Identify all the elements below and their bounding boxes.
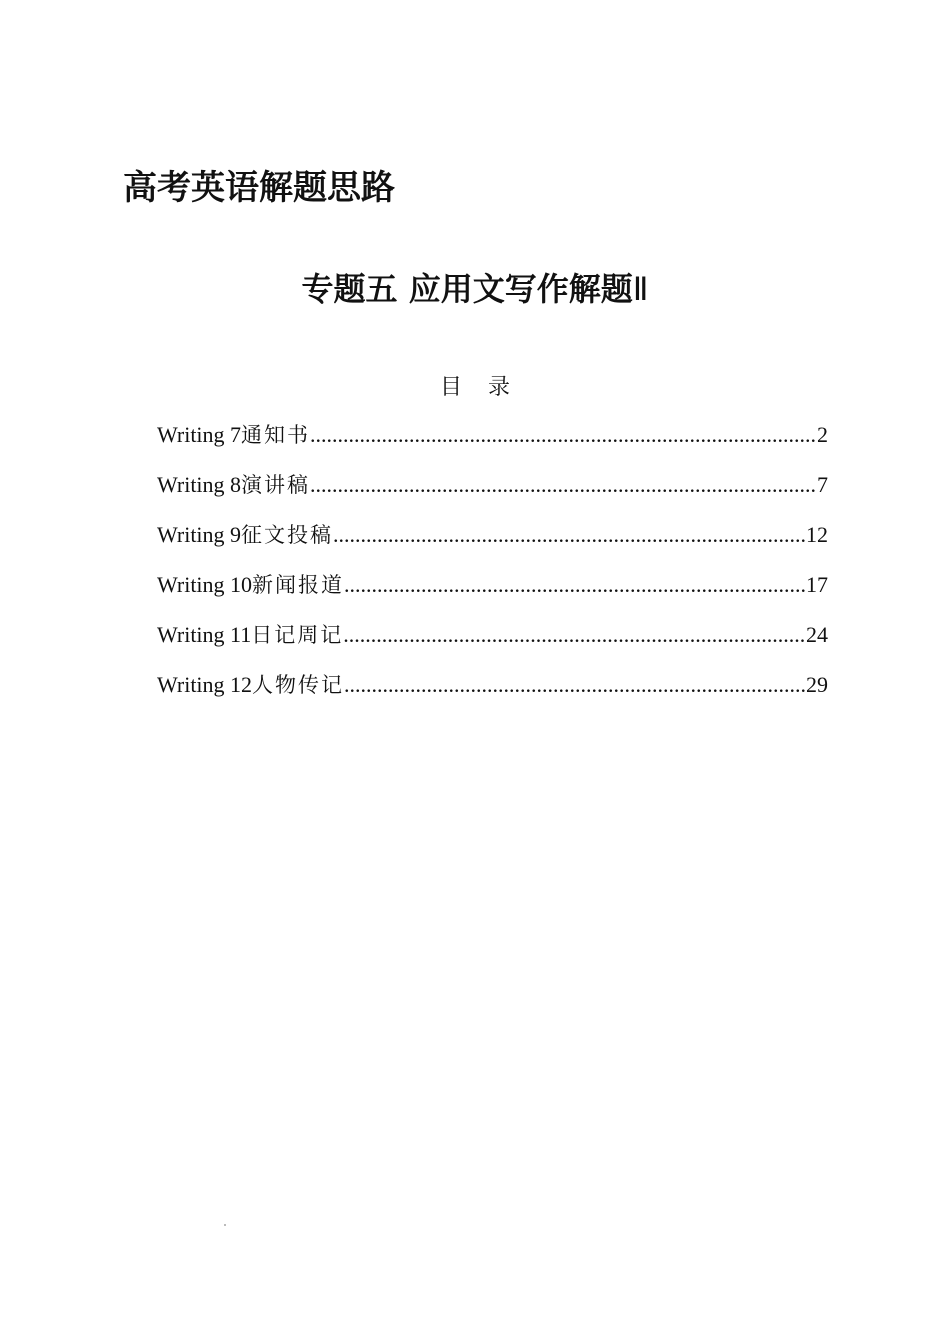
- toc-entry-page: 12: [806, 522, 828, 547]
- toc-leader-dots: [343, 616, 806, 654]
- toc-entry-page: 17: [806, 572, 828, 597]
- toc-entry-page: 2: [817, 422, 828, 447]
- toc-entry-label: Writing 9: [157, 522, 242, 547]
- toc-entry-topic: 新闻报道: [252, 573, 345, 597]
- toc-leader-dots: [344, 566, 806, 604]
- toc-leader-dots: [310, 416, 817, 454]
- toc-entry-page: 24: [806, 622, 828, 647]
- toc-entry-page: 7: [817, 472, 828, 497]
- toc-entry-page: 29: [806, 672, 828, 697]
- toc-heading: 目录: [439, 375, 536, 400]
- toc-entry-writing-7[interactable]: [157, 416, 828, 466]
- toc-entry-topic: 日记周记: [251, 623, 344, 647]
- toc-entry-topic: 通知书: [241, 423, 311, 447]
- document-title: 高考英语解题思路: [123, 168, 395, 208]
- toc-entry-writing-12[interactable]: [157, 666, 828, 716]
- toc-leader-dots: [310, 466, 817, 504]
- table-of-contents: [157, 416, 828, 716]
- toc-entry-topic: 演讲稿: [241, 473, 311, 497]
- toc-entry-label: Writing 8: [157, 472, 242, 497]
- toc-entry-label: Writing 7: [157, 422, 242, 447]
- section-title-text: 专题五 应用文写作解题: [301, 270, 633, 308]
- toc-entry-label: Writing 12: [157, 672, 253, 697]
- section-title: [0, 264, 950, 310]
- footer-mark: [224, 1224, 226, 1226]
- toc-entry-writing-11[interactable]: [157, 616, 828, 666]
- toc-entry-label: Writing 11: [157, 622, 252, 647]
- toc-entry-label: Writing 10: [157, 572, 253, 597]
- toc-entry-topic: 人物传记: [252, 673, 345, 697]
- toc-leader-dots: [344, 666, 806, 704]
- section-title-numeral: Ⅱ: [632, 271, 649, 307]
- toc-entry-topic: 征文投稿: [241, 523, 334, 547]
- toc-leader-dots: [333, 516, 806, 554]
- toc-entry-writing-9[interactable]: [157, 516, 828, 566]
- toc-entry-writing-10[interactable]: [157, 566, 828, 616]
- toc-entry-writing-8[interactable]: [157, 466, 828, 516]
